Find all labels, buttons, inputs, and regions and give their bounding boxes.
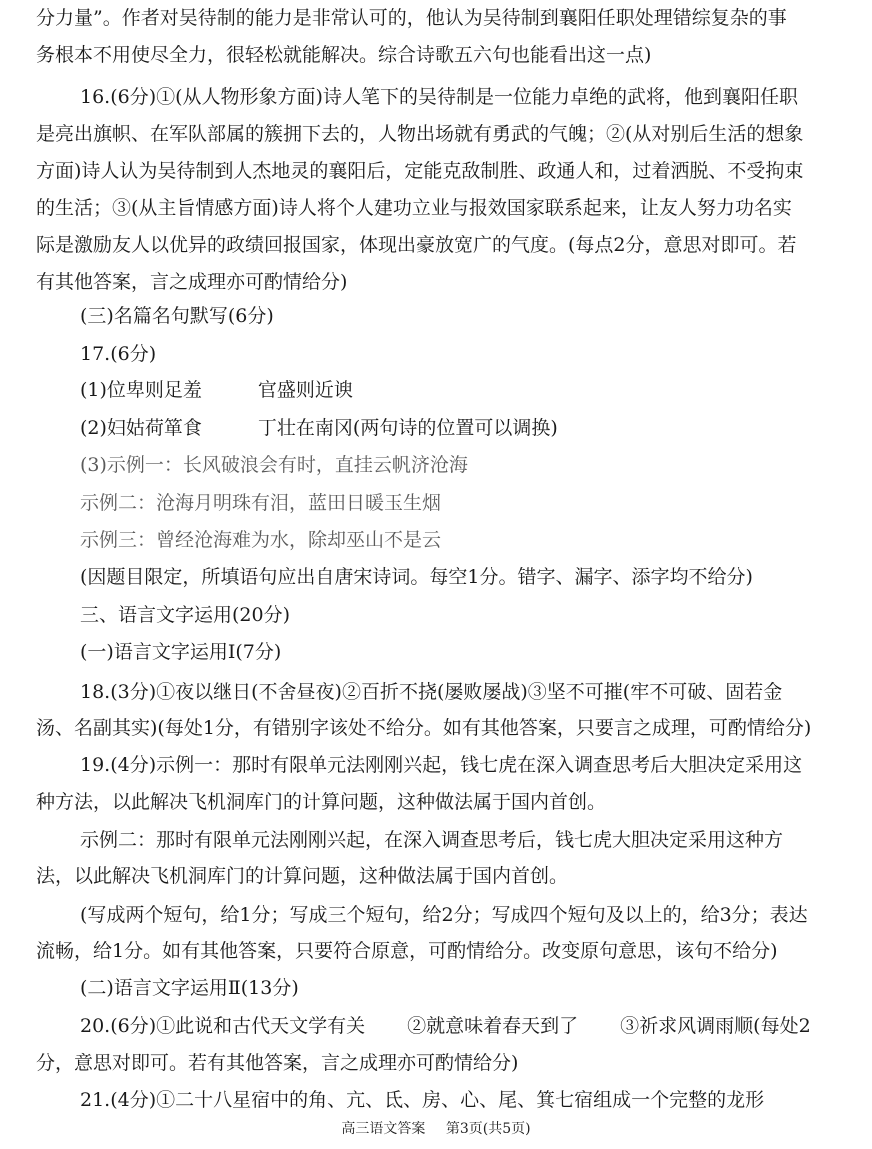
answer-part: (1)位卑则足羞 <box>80 379 202 401</box>
text-line: 16.(6分)①(从人物形象方面)诗人笔下的吴待制是一位能力卓绝的武将，他到襄阳任职 <box>80 86 798 108</box>
answer-part: 丁壮在南冈(两句诗的位置可以调换) <box>257 417 558 439</box>
answer-part: 官盛则近谀 <box>257 379 353 401</box>
text-line: 分，意思对即可。若有其他答案，言之成理亦可酌情给分) <box>36 1052 519 1074</box>
answer-part: ②就意味着春天到了 <box>407 1015 579 1037</box>
text-line: 种方法，以此解决飞机洞库门的计算问题，这种做法属于国内首创。 <box>36 791 607 813</box>
answer-part: 20.(6分)①此说和古代天文学有关 <box>80 1015 366 1037</box>
text-line: (写成两个短句，给1分；写成三个短句，给2分；写成四个短句及以上的，给3分；表达 <box>80 904 808 926</box>
section-heading: (三)名篇名句默写(6分) <box>80 305 274 327</box>
text-line: 是亮出旗帜、在军队部属的簇拥下去的，人物出场就有勇武的气魄；②(从对别后生活的想象 <box>36 123 804 145</box>
text-line: 务根本不用使尽全力，很轻松就能解决。综合诗歌五六句也能看出这一点) <box>36 44 652 66</box>
text-line: 21.(4分)①二十八星宿中的角、亢、氐、房、心、尾、箕七宿组成一个完整的龙形 <box>80 1089 765 1111</box>
text-line: 示例二：沧海月明珠有泪，蓝田日暖玉生烟 <box>80 492 442 514</box>
text-line: 汤、名副其实)(每处1分，有错别字该处不给分。如有其他答案，只要言之成理，可酌情给分) <box>36 717 812 739</box>
section-heading: (一)语言文字运用Ⅰ(7分) <box>80 641 282 663</box>
page-footer <box>0 1118 872 1140</box>
answer-part: (2)妇姑荷箪食 <box>80 417 202 439</box>
text-line: 法，以此解决飞机洞库门的计算问题，这种做法属于国内首创。 <box>36 865 569 887</box>
answer-line <box>0 1008 872 1044</box>
text-line: 方面)诗人认为吴待制到人杰地灵的襄阳后，定能克敌制胜、政通人和，过着洒脱、不受拘束 <box>36 160 804 182</box>
footer-title: 高三语文答案 <box>341 1121 426 1137</box>
text-line: 19.(4分)示例一：那时有限单元法刚刚兴起，钱七虎在深入调查思考后大胆决定采用这 <box>80 754 803 776</box>
text-line: (3)示例一：长风破浪会有时，直挂云帆济沧海 <box>80 454 468 476</box>
answer-part: ③祈求风调雨顺(每处2 <box>620 1015 811 1037</box>
section-heading: (二)语言文字运用Ⅱ(13分) <box>80 977 299 999</box>
text-line: 示例三：曾经沧海难为水，除却巫山不是云 <box>80 529 442 551</box>
scoring-note: (因题目限定，所填语句应出自唐宋诗词。每空1分。错字、漏字、添字均不给分) <box>80 566 753 588</box>
text-line: 分力量”。作者对吴待制的能力是非常认可的，他认为吴待制到襄阳任职处理错综复杂的事 <box>36 7 787 29</box>
text-line: 有其他答案，言之成理亦可酌情给分) <box>36 271 348 293</box>
text-line: 18.(3分)①夜以继日(不舍昼夜)②百折不挠(屡败屡战)③坚不可摧(牢不可破、固若金 <box>80 681 783 703</box>
footer-page-number: 第3页(共5页) <box>445 1121 531 1137</box>
answer-line <box>0 372 872 408</box>
question-number: 17.(6分) <box>80 343 157 365</box>
answer-line <box>0 410 872 446</box>
text-line: 示例二：那时有限单元法刚刚兴起，在深入调查思考后，钱七虎大胆决定采用这种方 <box>80 829 784 851</box>
text-line: 的生活；③(从主旨情感方面)诗人将个人建功立业与报效国家联系起来，让友人努力功名实 <box>36 197 792 219</box>
text-line: 流畅，给1分。如有其他答案，只要符合原意，可酌情给分。改变原句意思，该句不给分) <box>36 940 778 962</box>
text-line: 际是激励友人以优异的政绩回报国家，体现出豪放宽广的气度。(每点2分，意思对即可。若 <box>36 234 797 256</box>
section-heading: 三、语言文字运用(20分) <box>80 604 291 626</box>
